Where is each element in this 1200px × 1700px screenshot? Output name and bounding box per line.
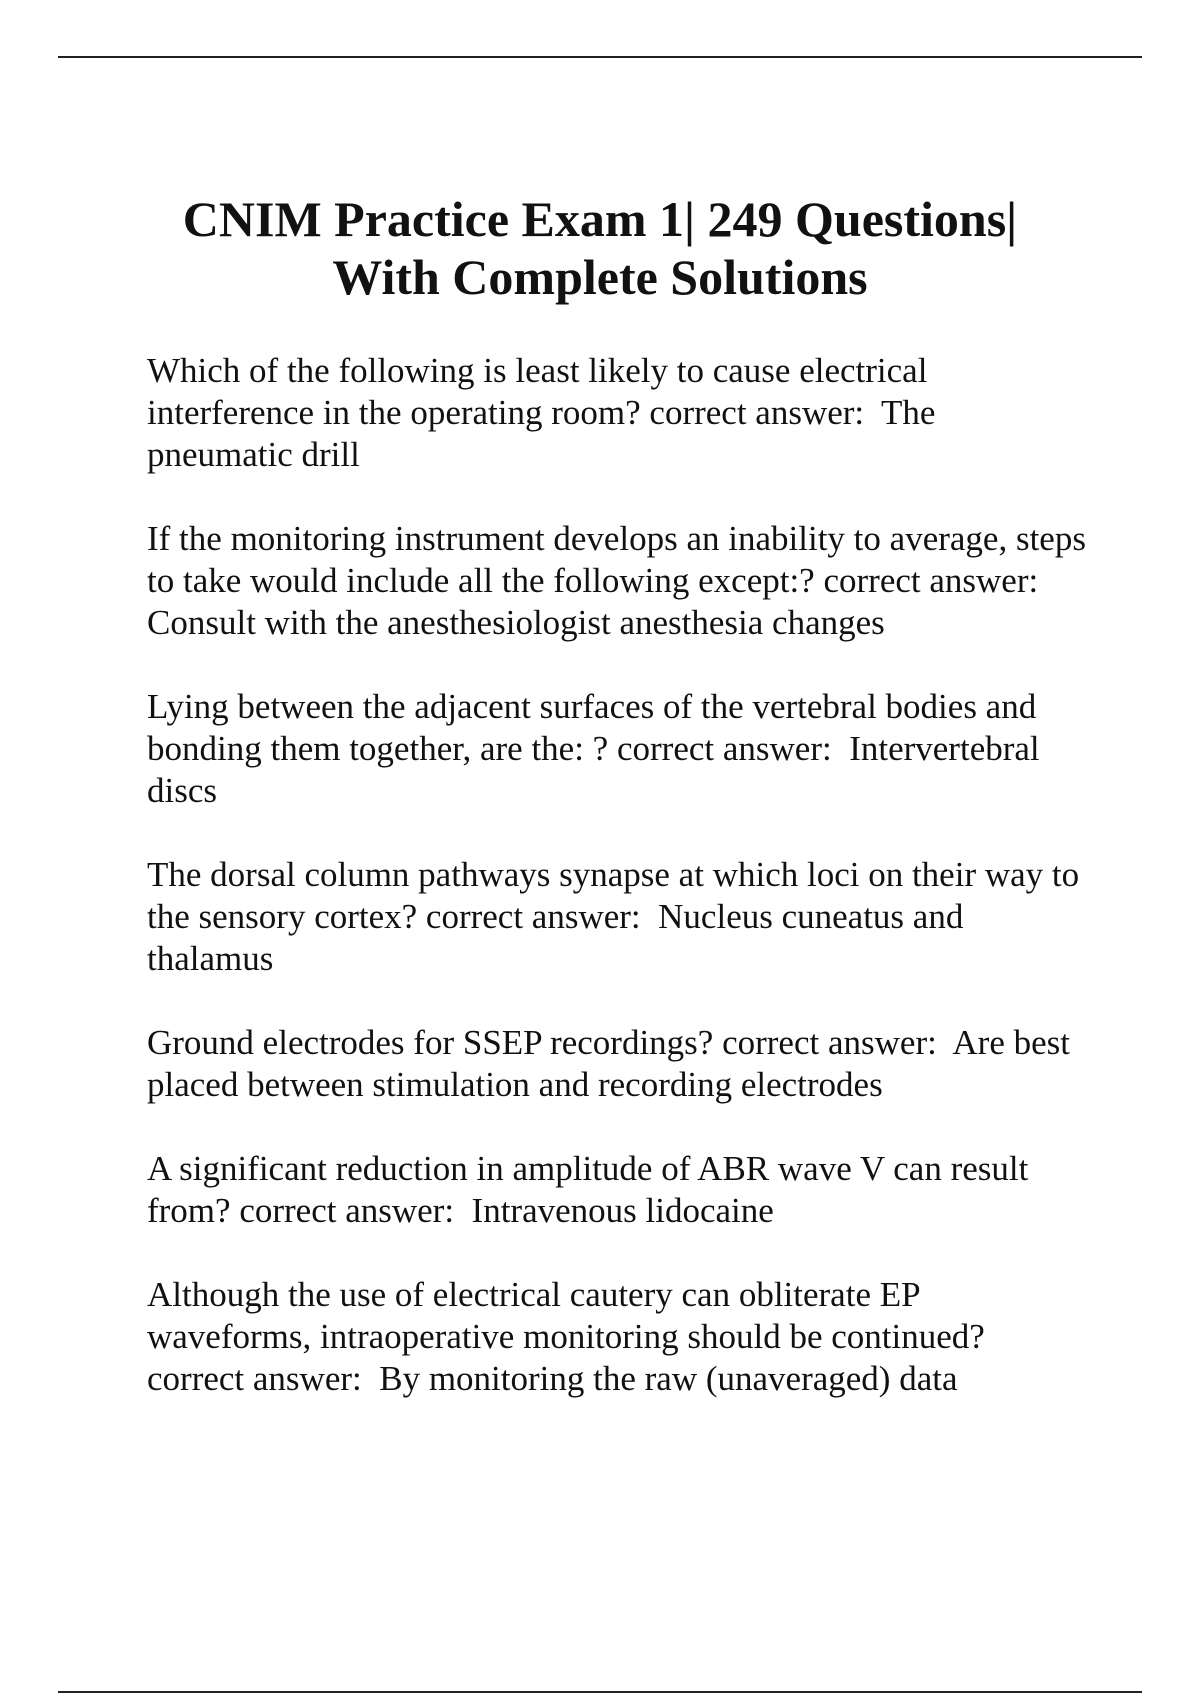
question-list — [147, 350, 1095, 1442]
question-item: Ground electrodes for SSEP recordings? correct answer: Are best placed between stimulation and recording electrodes — [147, 1023, 1079, 1104]
question-item: Although the use of electrical cautery can obliterate EP waveforms, intraoperative monitoring should be continued? correct answer: By monitoring the raw (unaveraged) data — [147, 1275, 994, 1398]
title-line-1: CNIM Practice Exam 1| 249 Questions| — [182, 191, 1018, 247]
document-title — [100, 190, 1100, 306]
footer-divider — [58, 1691, 1142, 1693]
question-item: Lying between the adjacent surfaces of the vertebral bodies and bonding them together, are the: ? correct answer: Intervertebral discs — [147, 687, 1049, 810]
question-item: Which of the following is least likely to cause electrical interference in the operating room? correct answer: The pneumatic drill — [147, 351, 945, 474]
question-item: A significant reduction in amplitude of ABR wave V can result from? correct answer: Intravenous lidocaine — [147, 1149, 1038, 1230]
question-item: The dorsal column pathways synapse at which loci on their way to the sensory cortex? correct answer: Nucleus cuneatus and thalamus — [147, 855, 1088, 978]
title-line-2: With Complete Solutions — [332, 249, 868, 305]
question-item: If the monitoring instrument develops an inability to average, steps to take would include all the following except:? correct answer: Consult with the anesthesiologist anesthesia changes — [147, 519, 1095, 642]
header-divider — [58, 56, 1142, 58]
